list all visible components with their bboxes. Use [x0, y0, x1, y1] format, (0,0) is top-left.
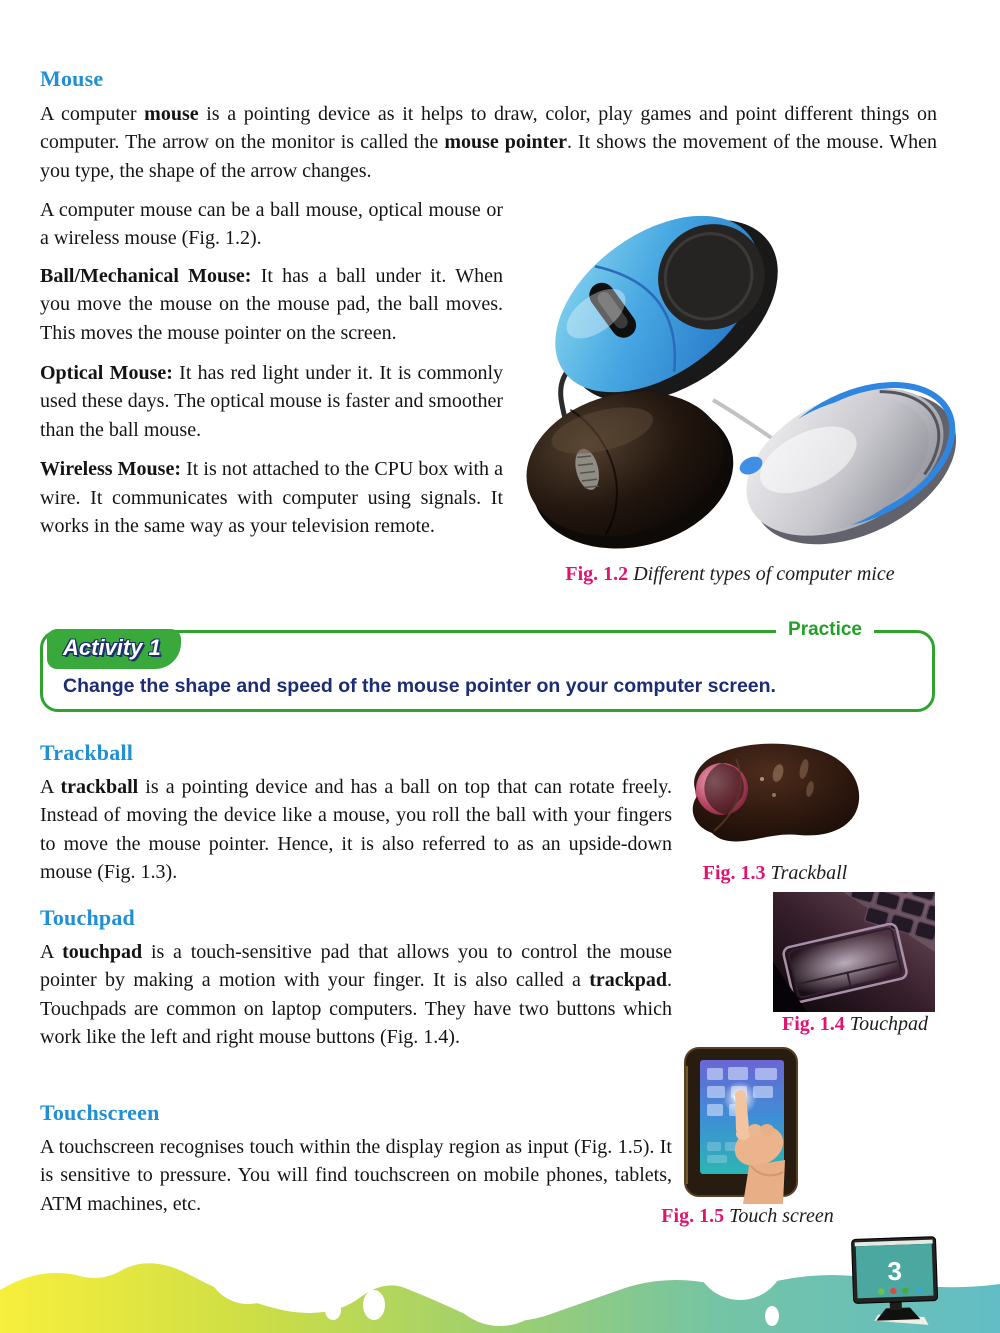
section-heading-mouse: Mouse — [40, 66, 104, 91]
page-number: 3 — [886, 1255, 903, 1287]
activity-instruction: Change the shape and speed of the mouse pointer on your computer screen. — [63, 675, 776, 697]
figure-1-5-text: Touch screen — [729, 1205, 834, 1227]
figure-1-4-caption — [755, 1013, 955, 1036]
section-heading-touchscreen: Touchscreen — [40, 1100, 160, 1125]
section-heading-trackball: Trackball — [40, 740, 134, 765]
activity-badge: Activity 1 — [47, 629, 181, 669]
mouse-left-column — [40, 196, 503, 540]
mouse-intro-paragraph: A computer mouse is a pointing device as it helps to draw, color, play games and point different things on computer. The arrow on the monitor is called the mouse pointer. It shows the movement of the mouse. When you type, the shape of the arrow changes. — [40, 103, 937, 182]
figure-1-3-label: Fig. 1.3 — [702, 862, 766, 884]
figure-1-5-label: Fig. 1.5 — [661, 1205, 725, 1227]
touchscreen-image — [683, 1046, 801, 1204]
optical-mouse-paragraph: Optical Mouse: It has red light under it. It is commonly used these days. The optical mouse is faster and smoother than the ball mouse. — [40, 362, 503, 441]
trackball-paragraph: A trackball is a pointing device and has a ball on top that can rotate freely. Instead of moving the device like a mouse, you roll the ball with your fingers to move the mouse pointer. Hence, it is also referred to as an upside-down mouse (Fig. 1.3). — [40, 776, 673, 884]
touchpad-paragraph: A touchpad is a touch-sensitive pad that allows you to control the mouse pointer by making a motion with your finger. It is also called a trackpad. Touchpads are common on laptop computers. They have two buttons which work like the left and right mouse buttons (Fig. 1.4). — [40, 941, 672, 1049]
activity-box — [40, 619, 935, 712]
figure-1-3-caption — [665, 862, 885, 885]
page-number-monitor-icon — [843, 1236, 948, 1328]
computer-mice-image — [505, 192, 960, 560]
figure-1-4-label: Fig. 1.4 — [782, 1013, 845, 1035]
figure-1-2-label: Fig. 1.2 — [565, 563, 629, 585]
figure-1-4-text: Touchpad — [849, 1013, 928, 1035]
figure-1-3-text: Trackball — [770, 862, 848, 884]
mouse-types-paragraph: A computer mouse can be a ball mouse, optical mouse or a wireless mouse (Fig. 1.2). — [40, 199, 503, 250]
touchscreen-paragraph: A touchscreen recognises touch within the display region as input (Fig. 1.5). It is sensitive to pressure. You will find touchscreen on mobile phones, tablets, ATM machines, etc. — [40, 1136, 672, 1215]
touchpad-image — [773, 892, 935, 1012]
wireless-mouse-paragraph: Wireless Mouse: It is not attached to the CPU box with a wire. It communicates with computer using signals. It works in the same way as your television remote. — [40, 458, 503, 538]
figure-1-2-caption — [505, 563, 955, 586]
figure-1-5-caption — [645, 1205, 850, 1228]
section-heading-touchpad: Touchpad — [40, 905, 135, 930]
trackball-image — [682, 737, 867, 861]
figure-1-2-text: Different types of computer mice — [633, 563, 895, 585]
ball-mouse-paragraph: Ball/Mechanical Mouse: It has a ball under it. When you move the mouse on the mouse pad, the ball moves. This moves the mouse pointer on the screen. — [40, 264, 503, 344]
practice-tag: Practice — [776, 619, 874, 641]
